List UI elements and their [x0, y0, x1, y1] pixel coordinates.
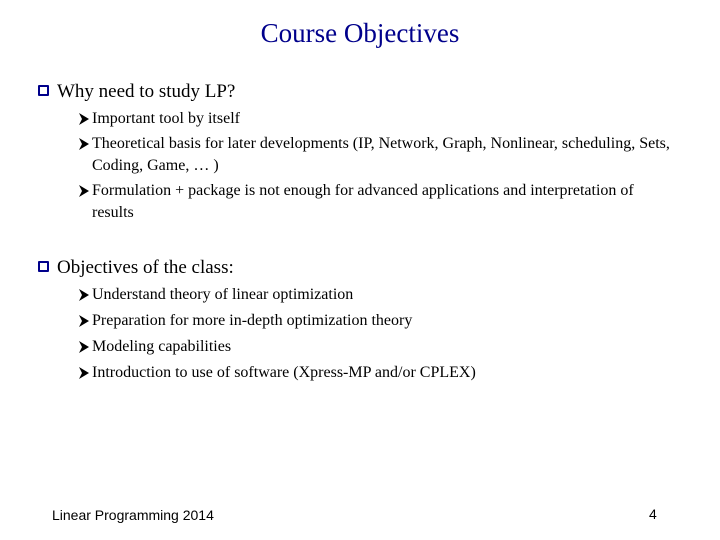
arrow-bullet-icon [78, 112, 90, 126]
list-item-text: Important tool by itself [92, 110, 240, 127]
list-item [78, 108, 678, 130]
arrow-bullet-icon [78, 137, 90, 151]
arrow-bullet-icon [78, 366, 90, 380]
list-item-text: Theoretical basis for later developments (IP, Network, Graph, Nonlinear, scheduling, Sets, Coding, Game, … ) [92, 135, 670, 174]
arrow-bullet-icon [78, 184, 90, 198]
list-item [78, 336, 678, 358]
list-item-text: Modeling capabilities [92, 338, 232, 355]
list-item-text: Understand theory of linear optimization [92, 286, 354, 303]
square-bullet-icon [38, 85, 49, 96]
list-item-text: Preparation for more in-depth optimization theory [92, 312, 413, 329]
section-heading-text: Why need to study LP? [57, 81, 236, 102]
page-number: 4 [649, 506, 657, 522]
list-item [78, 180, 678, 224]
square-bullet-icon [38, 261, 49, 272]
list-item-text: Introduction to use of software (Xpress-MP and/or CPLEX) [92, 364, 476, 381]
section-heading [38, 81, 678, 103]
list-item [78, 284, 678, 306]
footer-text: Linear Programming 2014 [52, 507, 214, 523]
slide-title: Course Objectives [260, 18, 460, 48]
list-item [78, 133, 678, 177]
arrow-bullet-icon [78, 288, 90, 302]
list-item-text: Formulation + package is not enough for advanced applications and interpretation of results [92, 182, 634, 221]
section-heading-text: Objectives of the class: [57, 257, 234, 278]
section-heading [38, 257, 678, 279]
arrow-bullet-icon [78, 314, 90, 328]
list-item [78, 362, 678, 384]
section-why-study-lp [38, 81, 678, 224]
arrow-bullet-icon [78, 340, 90, 354]
section-class-objectives [38, 257, 678, 384]
list-item [78, 310, 678, 332]
